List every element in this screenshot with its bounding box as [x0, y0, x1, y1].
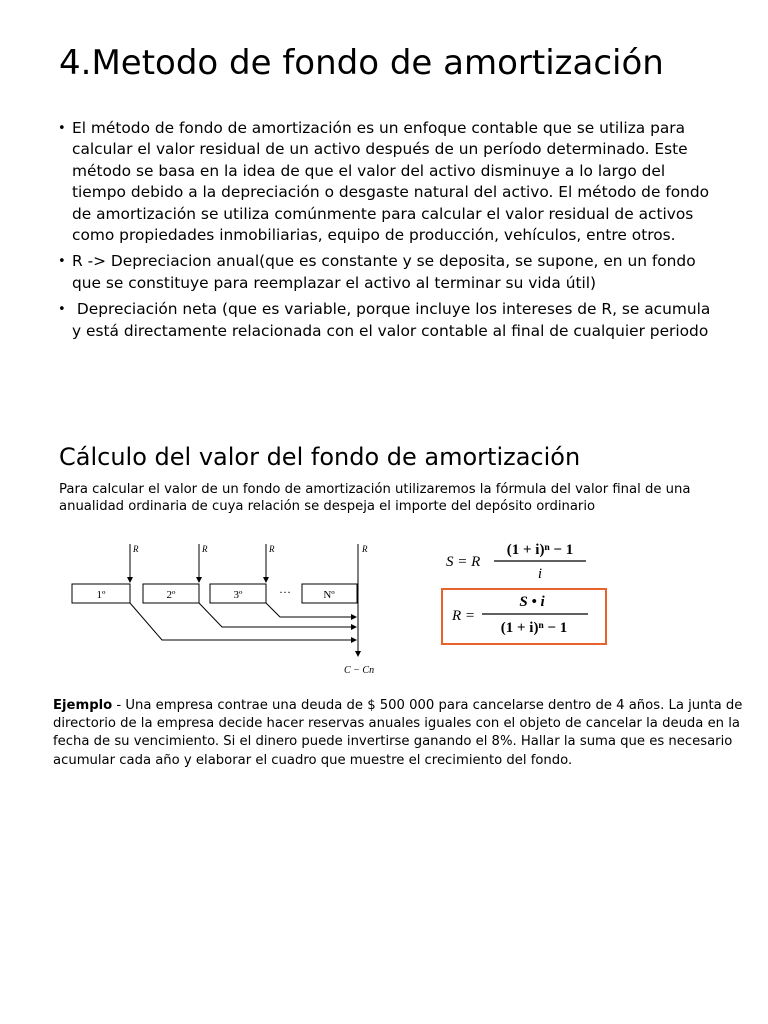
formula-r-numerator: S • i	[519, 594, 545, 610]
deposit-label-3: R	[269, 544, 275, 554]
sinking-fund-timeline-diagram	[60, 538, 390, 678]
bullet-item	[58, 251, 718, 294]
slide-title: 4.Metodo de fondo de amortización	[59, 43, 664, 83]
example-label: Ejemplo	[53, 698, 113, 713]
formula-s-numerator: (1 + i)ⁿ − 1	[506, 542, 574, 558]
bullet-list	[58, 118, 718, 347]
bullet-dot: •	[58, 121, 66, 136]
deposit-label-n: R	[362, 544, 368, 554]
formula-s-denominator: i	[537, 566, 543, 582]
formula-panel	[396, 528, 636, 654]
bullet-text: El método de fondo de amortización es un enfoque contable que se utiliza para calcular el valor residual de un activo después de un período determinado. Este método se basa en la idea de que el valor del activo disminuye a lo largo del tiempo debido a la depreciación o desgaste natural del activo. El método de fondo de amortización se utiliza comúnmente para calcular el valor residual de activos como propiedades inmobiliarias, equipo de producción, vehículos, entre otros.	[72, 119, 710, 245]
formula-s-lhs: S = R	[446, 554, 481, 570]
result-label: C − Cn	[344, 665, 375, 676]
period-label-n: Nº	[323, 589, 335, 601]
period-label-1: 1º	[96, 589, 106, 601]
accumulation-path-1	[130, 603, 356, 640]
formula-r-denominator: (1 + i)ⁿ − 1	[500, 620, 568, 636]
period-label-2: 2º	[166, 589, 176, 601]
bullet-text: Depreciación neta (que es variable, porque incluye los intereses de R, se acumula y está directamente relacionada con el valor contable al final de cualquier periodo	[72, 300, 716, 340]
deposit-label-1: R	[133, 544, 139, 554]
bullet-item	[58, 118, 718, 246]
period-label-3: 3º	[233, 589, 243, 601]
section-subtitle: Cálculo del valor del fondo de amortización	[59, 443, 581, 471]
bullet-dot: •	[58, 302, 66, 318]
accumulation-path-3	[266, 603, 356, 617]
example-text: - Una empresa contrae una deuda de $ 500 000 para cancelarse dentro de 4 años. La junta de directorio de la empresa decide hacer reservas anuales iguales con el objeto de cancelar la deuda en la fecha de su vencimiento. Si el dinero puede invertirse ganando el 8%. Hallar la suma que es necesario acumular cada año y elaborar el cuadro que muestre el crecimiento del fondo.	[53, 698, 743, 768]
period-ellipsis: ···	[279, 585, 291, 599]
formula-r-lhs: R =	[452, 608, 476, 624]
bullet-item	[58, 299, 718, 342]
bullet-text: R -> Depreciacion anual(que es constante y se deposita, se supone, en un fondo que se constituye para reemplazar el activo al terminar su vida útil)	[72, 252, 696, 292]
deposit-label-2: R	[202, 544, 208, 554]
example-paragraph	[53, 697, 743, 770]
intro-paragraph: Para calcular el valor de un fondo de amortización utilizaremos la fórmula del valor final de una anualidad ordinaria de cuya relación se despeja el importe del depósito ordinario	[59, 482, 691, 514]
bullet-dot: •	[58, 254, 66, 270]
